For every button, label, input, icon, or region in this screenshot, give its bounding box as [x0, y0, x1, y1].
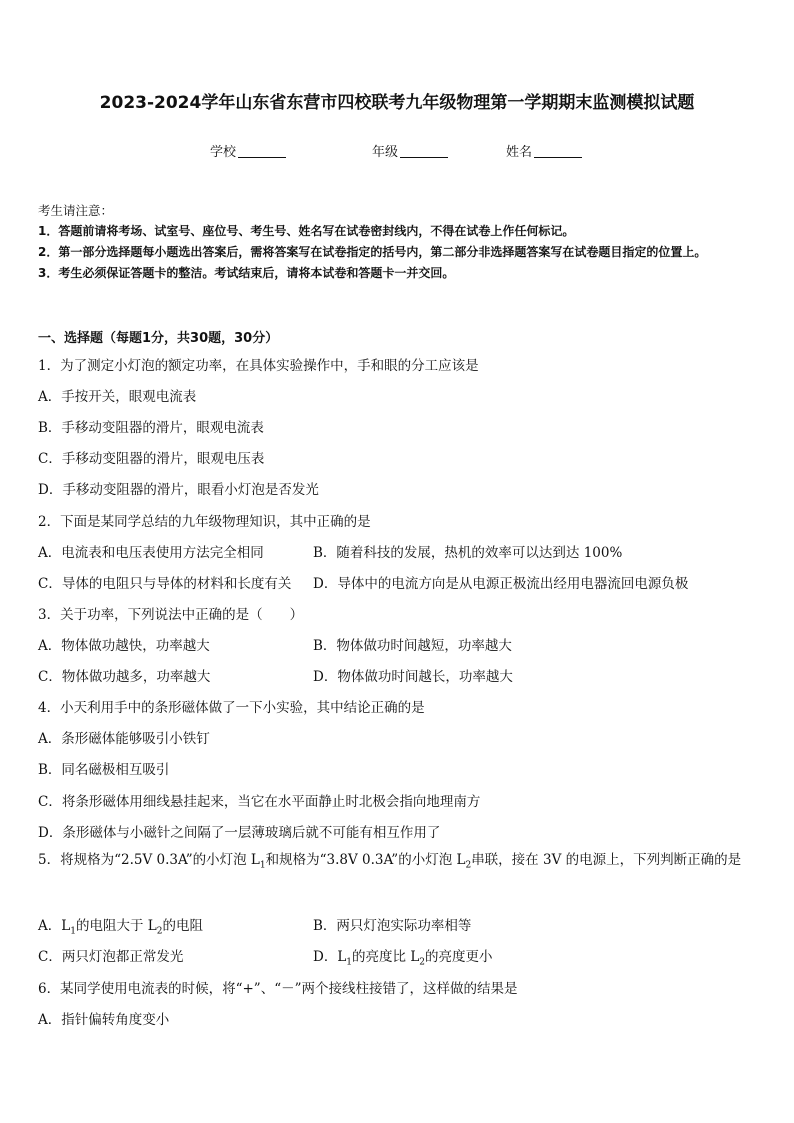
option-d: D．物体做功时间越长，功率越大: [313, 669, 513, 685]
question-stem: [38, 845, 758, 882]
option-b: B．两只灯泡实际功率相等: [313, 918, 472, 934]
notice-heading: 考生请注意：: [38, 203, 114, 218]
option-text: 的亮度比 L: [352, 949, 420, 965]
grade-field: [372, 141, 448, 160]
option-text: 的电阻: [162, 918, 203, 934]
name-blank: [534, 145, 582, 158]
option-a: A．条形磁体能够吸引小铁钉: [38, 731, 210, 747]
option-a: A．手按开关，眼观电流表: [38, 389, 197, 405]
subscript: 1: [346, 957, 353, 968]
option-c: C．物体做功越多，功率越大: [38, 669, 211, 685]
option-text: 的亮度更小: [425, 949, 493, 965]
subscript: 1: [70, 926, 76, 937]
school-label: 学校: [210, 145, 237, 160]
option-text: A．L: [38, 918, 71, 934]
option-b: B．随着科技的发展，热机的效率可以达到达 100%: [313, 545, 623, 561]
school-blank: [238, 145, 286, 158]
option-c: C．两只灯泡都正常发光: [38, 949, 184, 965]
page-title: 2023-2024学年山东省东营市四校联考九年级物理第一学期期末监测模拟试题: [99, 93, 695, 113]
school-field: [210, 141, 286, 160]
option-d: [313, 945, 493, 968]
notice-block: [38, 200, 768, 284]
subscript: 2: [419, 957, 426, 968]
notice-item: 1．答题前请将考场、试室号、座位号、考生号、姓名写在试卷密封线内，不得在试卷上作任何标记。: [38, 224, 575, 238]
option-a: A．电流表和电压表使用方法完全相同: [38, 545, 264, 561]
option-text: D．L: [313, 949, 347, 965]
grade-blank: [400, 145, 448, 158]
option-a: A．指针偏转角度变小: [38, 1012, 170, 1028]
question-stem: 3．关于功率，下列说法中正确的是（ ）: [38, 607, 304, 623]
subscript: 2: [156, 926, 163, 937]
option-d: D．导体中的电流方向是从电源正极流出经用电器流回电源负极: [313, 576, 689, 592]
option-d: D．手移动变阻器的滑片，眼看小灯泡是否发光: [38, 482, 319, 498]
subscript: 1: [259, 860, 266, 871]
option-d: D．条形磁体与小磁针之间隔了一层薄玻璃后就不可能有相互作用了: [38, 825, 441, 841]
subscript: 2: [465, 860, 472, 871]
section-title: 一、选择题（每题1分，共30题，30分）: [38, 331, 279, 346]
option-c: C．手移动变阻器的滑片，眼观电压表: [38, 451, 265, 467]
notice-item: 2．第一部分选择题每小题选出答案后，需将答案写在试卷指定的括号内，第二部分非选择题答案写在试卷题目指定的位置上。: [38, 245, 707, 259]
question-stem: 1．为了测定小灯泡的额定功率，在具体实验操作中，手和眼的分工应该是: [38, 358, 479, 374]
question-stem: 6．某同学使用电流表的时候，将“+”、“－”两个接线柱接错了，这样做的结果是: [38, 981, 518, 997]
stem-text: 串联，接在 3V 的电源上，下列判断正确的是: [471, 852, 742, 868]
stem-text: 和规格为“3.8V 0.3A”的小灯泡 L: [265, 852, 466, 868]
question-stem: 2．下面是某同学总结的九年级物理知识，其中正确的是: [38, 514, 371, 530]
question-stem: 4．小天利用手中的条形磁体做了一下小实验，其中结论正确的是: [38, 700, 425, 716]
option-b: B．手移动变阻器的滑片，眼观电流表: [38, 420, 264, 436]
option-a: A．物体做功越快，功率越大: [38, 638, 210, 654]
option-b: B．物体做功时间越短，功率越大: [313, 638, 512, 654]
grade-label: 年级: [372, 145, 399, 160]
name-field: [506, 141, 582, 160]
option-a: [38, 914, 203, 937]
option-text: 的电阻大于 L: [75, 918, 157, 934]
notice-item: 3．考生必须保证答题卡的整洁。考试结束后，请将本试卷和答题卡一并交回。: [38, 266, 455, 280]
option-b: B．同名磁极相互吸引: [38, 762, 170, 778]
option-c: C．导体的电阻只与导体的材料和长度有关: [38, 576, 292, 592]
stem-text: 5．将规格为“2.5V 0.3A”的小灯泡 L: [38, 852, 260, 868]
name-label: 姓名: [506, 145, 533, 160]
option-c: C．将条形磁体用细线悬挂起来，当它在水平面静止时北极会指向地理南方: [38, 794, 481, 810]
